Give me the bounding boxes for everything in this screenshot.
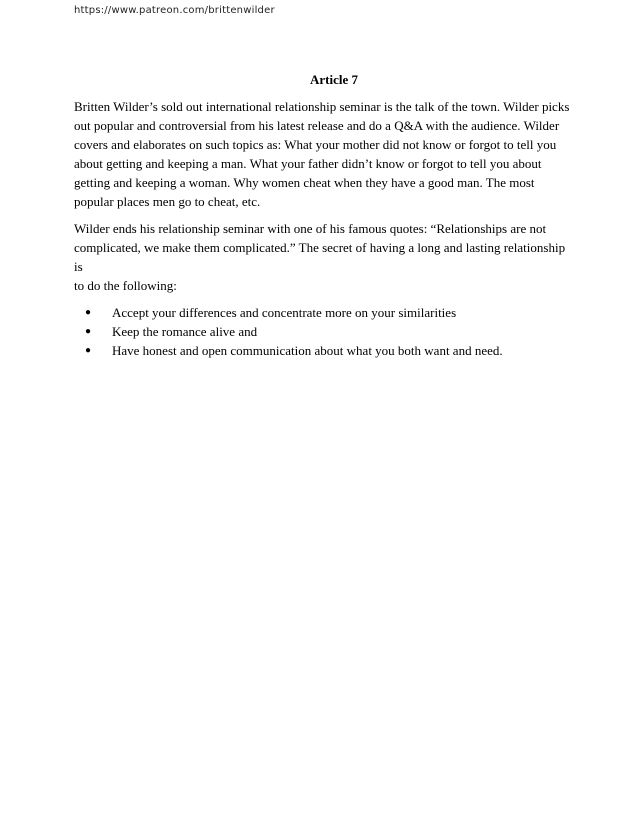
list-item-text: Keep the romance alive and bbox=[112, 324, 258, 339]
paragraph-quote bbox=[74, 219, 574, 295]
paragraph-line: Wilder ends his relationship seminar with one of his famous quotes: “Relationships are not bbox=[74, 221, 547, 236]
paragraph-line: out popular and controversial from his latest release and do a Q&A with the audience. Wilder bbox=[74, 118, 560, 133]
article-body bbox=[74, 70, 574, 360]
paragraph-line: to do the following: bbox=[74, 278, 177, 293]
paragraph-line: covers and elaborates on such topics as: What your mother did not know or forgot to tell you bbox=[74, 137, 557, 152]
list-item bbox=[74, 322, 574, 341]
paragraph-line: popular places men go to cheat, etc. bbox=[74, 194, 261, 209]
paragraph-line: about getting and keeping a man. What your father didn’t know or forgot to tell you about bbox=[74, 156, 542, 171]
bullet-list bbox=[74, 303, 574, 360]
paragraph-line: Britten Wilder’s sold out international relationship seminar is the talk of the town. Wilder picks bbox=[74, 99, 570, 114]
list-item bbox=[74, 303, 574, 322]
list-item bbox=[74, 341, 574, 360]
header-url: https://www.patreon.com/brittenwilder bbox=[74, 5, 275, 16]
paragraph-line: complicated, we make them complicated.” The secret of having a long and lasting relationship is bbox=[74, 240, 566, 274]
paragraph-intro bbox=[74, 97, 574, 211]
paragraph-line: getting and keeping a woman. Why women cheat when they have a good man. The most bbox=[74, 175, 535, 190]
bullet-icon: ● bbox=[85, 326, 92, 337]
list-item-text: Accept your differences and concentrate more on your similarities bbox=[112, 305, 457, 320]
bullet-icon: ● bbox=[85, 307, 92, 318]
article-title: Article 7 bbox=[309, 72, 358, 87]
bullet-icon: ● bbox=[85, 345, 92, 356]
list-item-text: Have honest and open communication about what you both want and need. bbox=[112, 343, 503, 358]
